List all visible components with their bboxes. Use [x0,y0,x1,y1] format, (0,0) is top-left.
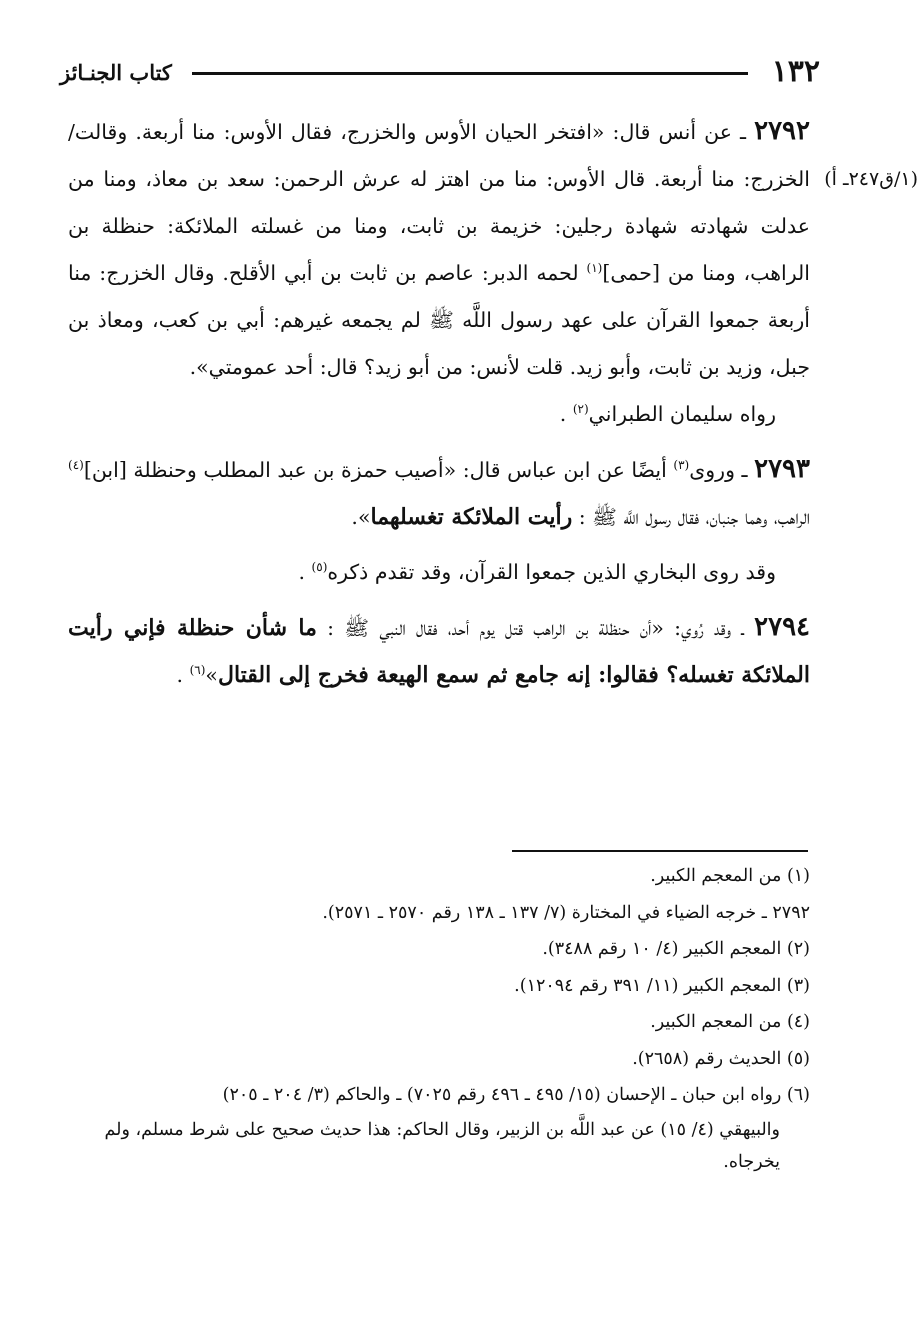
hadith-text: ـ وقد رُوي: «أن حنظلة بن الراهب قتل يوم أحد، فقال النبي ﷺ : [316,616,744,640]
hadith-text-end: ». [351,505,371,529]
source-end: . [559,402,573,426]
footnote-marker: (٥) [311,560,328,575]
bukhari-note [68,549,810,596]
hadith-text: الراهب، وهما جنبان، فقال رسول اللَّه ﷺ : [572,505,810,529]
footnote-3: (٣) المعجم الكبير (١١/ ٣٩١ رقم ١٢٠٩٤). [514,975,810,996]
source-text: رواه سليمان الطبراني [588,402,776,426]
footnote-marker: (٢) [572,402,589,417]
prophetic-saying: رأيت الملائكة تغسلهما [370,504,573,530]
footnote-marker: (٣) [673,458,690,473]
note-end: . [298,560,312,584]
hadith-number: ٢٧٩٣ [754,454,810,484]
hadith-2792 [68,108,810,391]
hadith-text: أيضًا عن ابن عباس قال: «أصيب حمزة بن عبد المطلب وحنظلة [ابن] [83,458,674,482]
hadith-number: ٢٧٩٢ [754,116,810,146]
manuscript-margin-reference: (١/ق٢٤٧ـ أ) [824,168,918,190]
footnote-2: (٢) المعجم الكبير (٤/ ١٠ رقم ٣٤٨٨). [542,939,810,959]
footnote-5: (٥) الحديث رقم (٢٦٥٨). [632,1048,810,1069]
footnote-4: (٤) من المعجم الكبير. [650,1012,810,1032]
prophetic-saying: ما شأن حنظلة فإني رأيت الملائكة تغسله؟ فقالوا: إنه جامع ثم سمع الهيعة فخرج إلى القتال [68,615,810,688]
footnote-separator [512,850,808,852]
chapter-title: كتاب الجنـائز [60,60,172,85]
footnote-1: (١) من المعجم الكبير. [650,866,810,886]
page-header [60,54,820,94]
footnote-marker: (٦) [189,663,206,678]
footnote-6-continuation: والبيهقي (٤/ ١٥) عن عبد اللَّه بن الزبير، وقال الحاكم: هذا حديث صحيح على شرط مسلم، ولم يخرجاه. [104,1119,780,1172]
note-text: وقد روى البخاري الذين جمعوا القرآن، وقد تقدم ذكره [327,560,776,584]
footnote-6: (٦) رواه ابن حبان ـ الإحسان (١٥/ ٤٩٥ ـ ٤٩٦ رقم ٧٠٢٥) ـ والحاكم (٣/ ٢٠٤ ـ ٢٠٥) [222,1085,810,1105]
hadith-text: ـ عن أنس قال: «افتخر الحيان الأوس والخزرج، فقال الأوس: منا أربعة. وقالت/ الخزرج: منا أربعة. قال الأوس: منا من اهتز له عرش الرحمن: سعد بن معاذ، ومنا من عدلت شهادته شهادة رجلين: خزيمة بن ثابت، ومنا من غسلته الملائكة: حنظلة بن الراهب، ومنا من [حمى] [68,120,811,285]
hadith-text: ـ وروى [689,458,748,482]
hadith-source [68,391,810,438]
page-number: ١٣٢ [771,54,820,89]
hadith-text-continued: لحمه الدبر: عاصم بن ثابت بن أبي الأقلح. وقال الخزرج: منا أربعة جمعوا القرآن على عهد رسول اللَّه ﷺ لم يجمعه غيرهم: أبي بن كعب، ومعاذ بن جبل، وزيد بن ثابت، وأبو زيد. قلت لأنس: من أبو زيد؟ قال: أحد عمومتي». [68,261,810,379]
footnote-marker: (٤) [68,458,84,473]
footnote-marker: (١) [586,261,603,276]
hadith-2794 [68,604,810,699]
header-rule [192,72,748,75]
footnote-takhrij-2792: ٢٧٩٢ ـ خرجه الضياء في المختارة (٧/ ١٣٧ ـ ١٣٨ رقم ٢٥٧٠ ـ ٢٥٧١). [322,902,810,923]
hadith-end: . [176,663,190,687]
hadith-number: ٢٧٩٤ [754,612,810,642]
hadith-2793 [68,446,810,541]
hadith-text-end: » [205,663,218,687]
main-text [68,108,918,699]
footnotes [78,858,810,1178]
